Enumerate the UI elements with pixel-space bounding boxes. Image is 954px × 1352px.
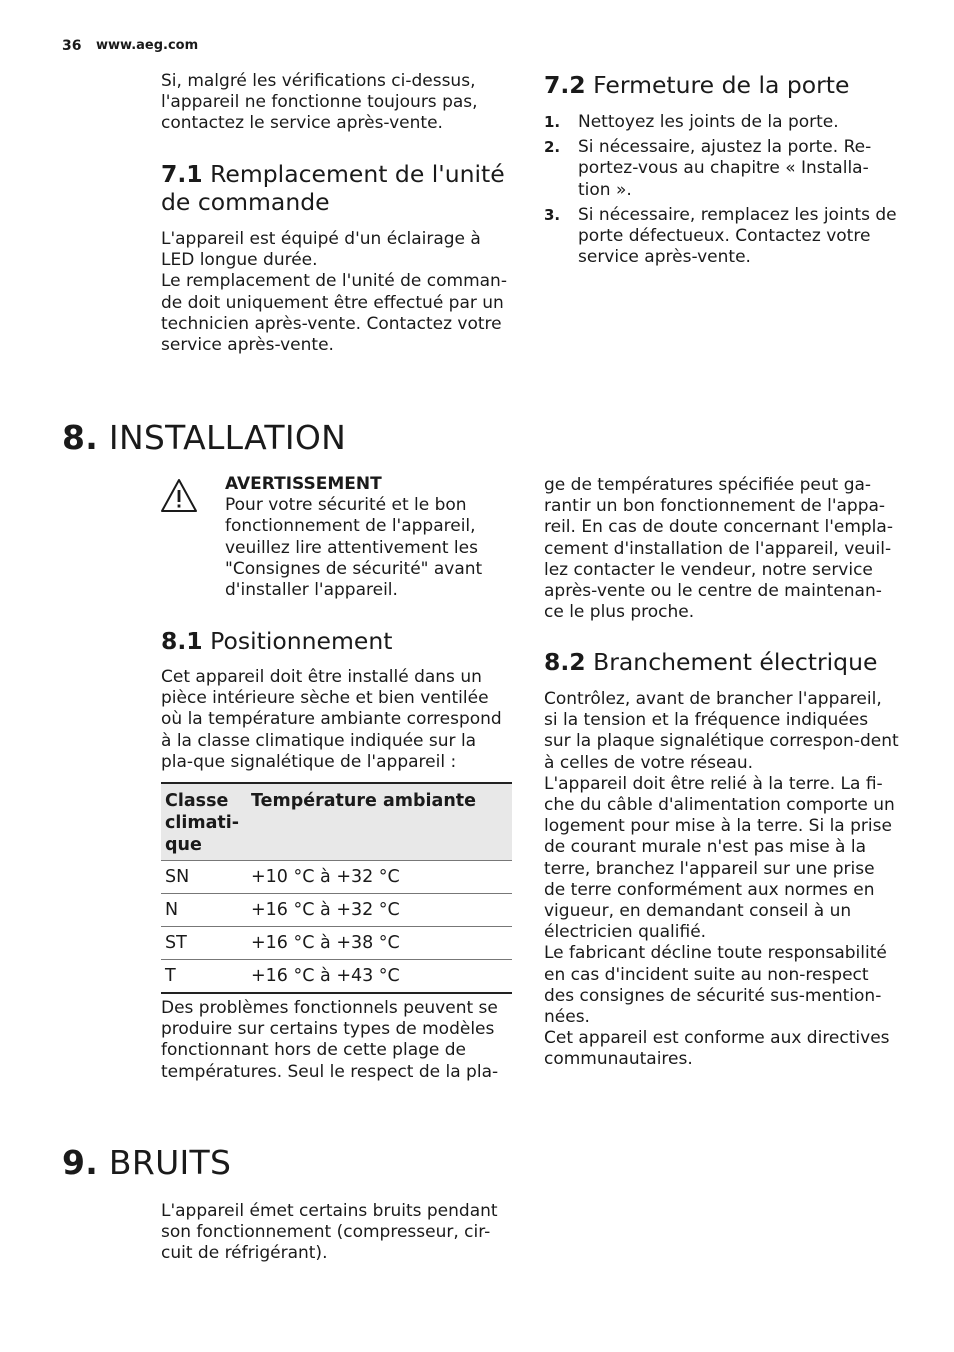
door-steps-list (544, 112, 900, 272)
chapter-title: INSTALLATION (108, 418, 347, 457)
section-7-1-heading (161, 160, 511, 216)
list-item (544, 137, 900, 201)
noise-text: L'appareil émet certains bruits pendant son fonctionnement (compresseur, cir-cuit de réfrigérant). (161, 1201, 498, 1264)
table-cell: ST (161, 927, 247, 960)
positioning-text-continued: ge de températures spécifiée peut ga-rantir un bon fonctionnement de l'appa-reil. En cas de doute concernant l'empla-cement d'installation de l'appareil, veuil-lez contacter le vendeur, notre service après-vente ou le centre de maintenan-ce le plus proche. (544, 475, 893, 623)
chapter-number: 9. (62, 1143, 99, 1182)
paragraph: Cet appareil est conforme aux directives communautaires. (544, 1028, 890, 1070)
table-cell: +16 °C à +43 °C (247, 960, 512, 994)
section-title-cont: de commande (161, 188, 330, 216)
table-row (161, 927, 512, 960)
paragraph: Le remplacement de l'unité de comman-de doit uniquement être effectué par un technicien après-vente. Contactez votre service après-vente. (161, 271, 507, 356)
paragraph: L'appareil doit être relié à la terre. La fi-che du câble d'alimentation comporte un logement pour mise à la terre. Si la prise de courant murale n'est pas mise à la terre, branchez l'appareil sur une prise de terre conformément aux normes en vigueur, en demandant conseil à un électricien qualifié. (544, 773, 895, 943)
table-cell: +10 °C à +32 °C (247, 861, 512, 894)
table-cell: N (161, 894, 247, 927)
step-text: Si nécessaire, ajustez la porte. Re-portez-vous au chapitre « Installa-tion ». (578, 137, 872, 200)
table-cell: T (161, 960, 247, 994)
page-number: 36 (62, 38, 82, 54)
intro-paragraph: Si, malgré les vérifications ci-dessus, l'appareil ne fonctionne toujours pas, contactez le service après-vente. (161, 71, 478, 134)
table-cell: +16 °C à +38 °C (247, 927, 512, 960)
section-number: 7.2 (544, 71, 586, 99)
table-row (161, 960, 512, 994)
column-header: Température ambiante (247, 783, 512, 861)
website-link[interactable]: www.aeg.com (96, 38, 199, 53)
step-number: 1. (544, 113, 561, 131)
section-title: Positionnement (210, 627, 393, 655)
section-7-2-heading (544, 71, 924, 99)
paragraph: L'appareil est équipé d'un éclairage à LED longue durée. (161, 229, 481, 271)
table-cell: +16 °C à +32 °C (247, 894, 512, 927)
climate-class-table (161, 782, 512, 994)
section-8-2-body (544, 689, 900, 1071)
step-text: Si nécessaire, remplacez les joints de porte défectueux. Contactez votre service après-vente. (578, 204, 897, 268)
list-item (544, 112, 900, 133)
section-number: 8.1 (161, 627, 203, 655)
section-8-1-heading (161, 627, 511, 655)
section-title: Branchement électrique (593, 648, 878, 676)
step-number: 3. (544, 205, 561, 224)
section-8-2-heading (544, 648, 924, 676)
table-row (161, 861, 512, 894)
paragraph: Le fabricant décline toute responsabilité en cas d'incident suite au non-respect des consignes de sécurité sus-mention-nées. (544, 943, 887, 1028)
section-number: 8.2 (544, 648, 586, 676)
column-header: Classe climati-que (161, 783, 247, 861)
positioning-text: Cet appareil doit être installé dans un pièce intérieure sèche et bien ventilée où la température ambiante correspond à la classe climatique indiquée sur la pla-que signalétique de l'appareil : (161, 667, 502, 772)
warning-triangle-icon (160, 478, 200, 516)
step-text: Nettoyez les joints de la porte. (578, 112, 839, 132)
section-title: Remplacement de l'unité (210, 160, 505, 188)
table-header-row (161, 783, 512, 861)
warning-box (225, 474, 505, 601)
section-number: 7.1 (161, 160, 203, 188)
section-7-1-body (161, 229, 513, 356)
after-table-text: Des problèmes fonctionnels peuvent se produire sur certains types de modèles fonctionnant hors de cette plage de températures. Seul le respect de la pla- (161, 998, 499, 1082)
chapter-9-heading (62, 1143, 231, 1183)
paragraph: Contrôlez, avant de brancher l'appareil, si la tension et la fréquence indiquées sur la plaque signalétique correspon-dent à celles de votre réseau. (544, 689, 899, 773)
section-title: Fermeture de la porte (593, 71, 850, 99)
chapter-title: BRUITS (108, 1143, 232, 1182)
warning-text: Pour votre sécurité et le bon fonctionnement de l'appareil, veuillez lire attentivement les "Consignes de sécurité" avant d'installer l'appareil. (225, 495, 483, 601)
chapter-8-heading (62, 418, 346, 458)
table-row (161, 894, 512, 927)
table-cell: SN (161, 861, 247, 894)
warning-title: AVERTISSEMENT (225, 474, 382, 494)
chapter-number: 8. (62, 418, 99, 457)
list-item (544, 205, 900, 269)
step-number: 2. (544, 138, 561, 157)
